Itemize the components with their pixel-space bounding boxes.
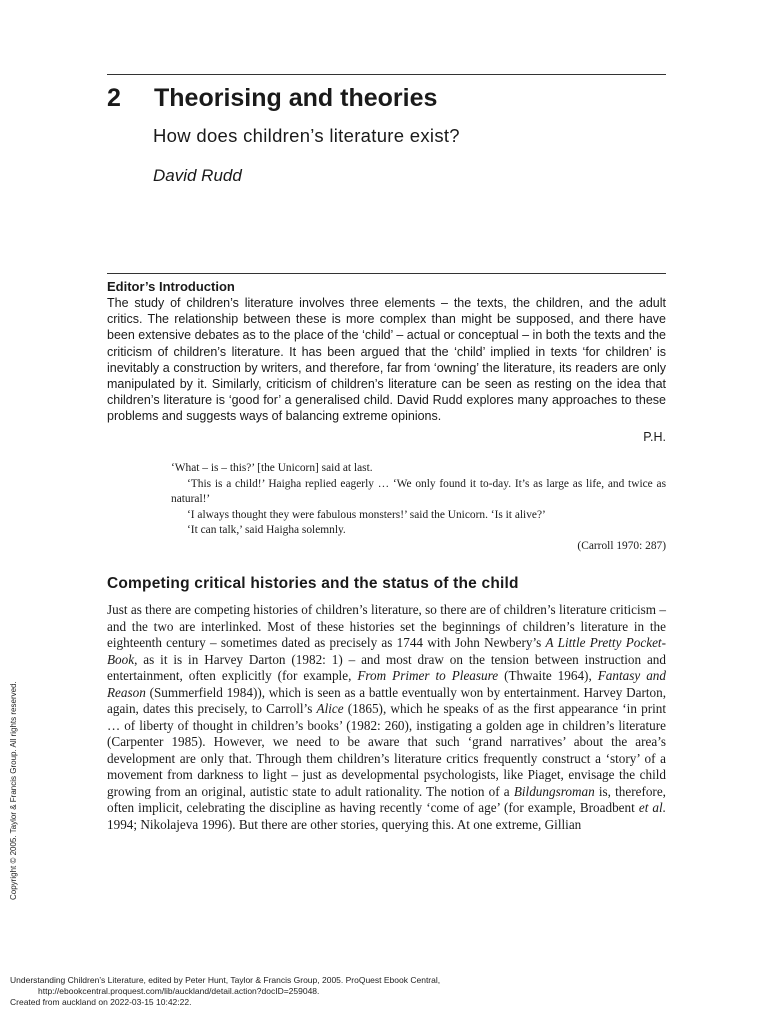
book-title: From Primer to Pleasure (357, 668, 499, 683)
body-text: (Summerfield 1984)), which is seen as a battle eventually won by entertainment. Harvey Darton, again, dates this precisely, to Carroll’s (107, 684, 666, 716)
body-text: (1865), which he speaks of as the first appearance ‘in print … of liberty of thought in children’s books’ (1982: 260), instigating a golden age in children’s literature (Carpenter 1985). However, we need to be aware that such ‘grand narratives’ about the area’s development are only that. Through them children’s literature critics frequently construct a ‘story’ of a movement from darkness to light – just as developmental psychologists, like Piaget, envisage the child growing from an original, autistic state to adult rationality. The notion of a (107, 701, 667, 799)
footer-citation (10, 975, 440, 1008)
body-text: , as it is in Harvey Darton (1982: 1) – and most draw on the tension between instruction and entertainment, often explicitly (for example, (107, 651, 666, 683)
body-text: is, therefore, often implicit, celebrating the discipline as having recently ‘come of age’ (for example, Broadbent (107, 783, 666, 815)
chapter-heading (107, 84, 667, 113)
epigraph-line: ‘What – is – this?’ [the Unicorn] said at last. (171, 462, 373, 474)
epigraph-line: ‘It can talk,’ said Haigha solemnly. (187, 524, 346, 536)
body-text: (Thwaite 1964), (498, 668, 598, 683)
italic-term: et al. (638, 800, 666, 815)
top-rule (107, 74, 666, 75)
main-body-paragraph (107, 602, 666, 833)
author-name: David Rudd (153, 166, 242, 185)
editor-intro-body: The study of children’s literature involves three elements – the texts, the children, and the adult critics. The relationship between these is more complex than might be supposed, and there have been extensive debates as to the place of the ‘child’ – actual or conceptual – in both the texts and the criticism of children’s literature. It has been argued that the ‘child’ implied in texts ‘for children’ is inevitably a construction by writers, and therefore, far from ‘owning’ the literature, its readers are only manipulated by it. Similarly, criticism of children’s literature can be seen as resting on the idea that children’s literature is ‘good for’ a generalised child. David Rudd explores many approaches to these problems and suggests ways of balancing extreme opinions. (107, 296, 666, 424)
chapter-subtitle: How does children’s literature exist? (153, 125, 460, 146)
book-title: Fantasy and Reason (107, 668, 666, 700)
footer-line: Understanding Children’s Literature, edited by Peter Hunt, Taylor & Francis Group, 2005. ProQuest Ebook Central, (10, 975, 441, 985)
footer-line: Created from auckland on 2022-03-15 10:42:22. (10, 997, 192, 1007)
book-title: A Little Pretty Pocket-Book (107, 635, 666, 667)
editor-intro-heading: Editor’s Introduction (107, 279, 235, 294)
epigraph-line: ‘This is a child!’ Haigha replied eagerly … ‘We only found it to-day. It’s as large as life, and twice as natural!’ (171, 477, 666, 505)
side-copyright-notice: Copyright © 2005. Taylor & Francis Group. All rights reserved. (9, 681, 18, 900)
epigraph-line: ‘I always thought they were fabulous monsters!’ said the Unicorn. ‘Is it alive?’ (187, 508, 546, 521)
chapter-title: Theorising and theories (154, 84, 438, 112)
chapter-number: 2 (107, 84, 121, 112)
body-text: Just as there are competing histories of children’s literature, so there are of children’s literature criticism – and the two are interlinked. Most of these histories set the beginnings of children’s literature in the eighteenth century – sometimes dated as precisely as 1744 with John Newbery’s (107, 602, 666, 650)
footer-url[interactable]: http://ebookcentral.proquest.com/lib/auckland/detail.action?docID=259048. (38, 986, 320, 996)
editor-intro-rule (107, 273, 666, 274)
body-text: 1994; Nikolajeva 1996). But there are other stories, querying this. At one extreme, Gillian (107, 816, 582, 832)
section-heading: Competing critical histories and the status of the child (107, 575, 519, 592)
editor-initials: P.H. (643, 430, 666, 444)
italic-term: Bildungsroman (513, 783, 595, 799)
book-title: Alice (316, 701, 344, 716)
epigraph (171, 461, 666, 554)
epigraph-citation: (Carroll 1970: 287) (577, 539, 666, 552)
